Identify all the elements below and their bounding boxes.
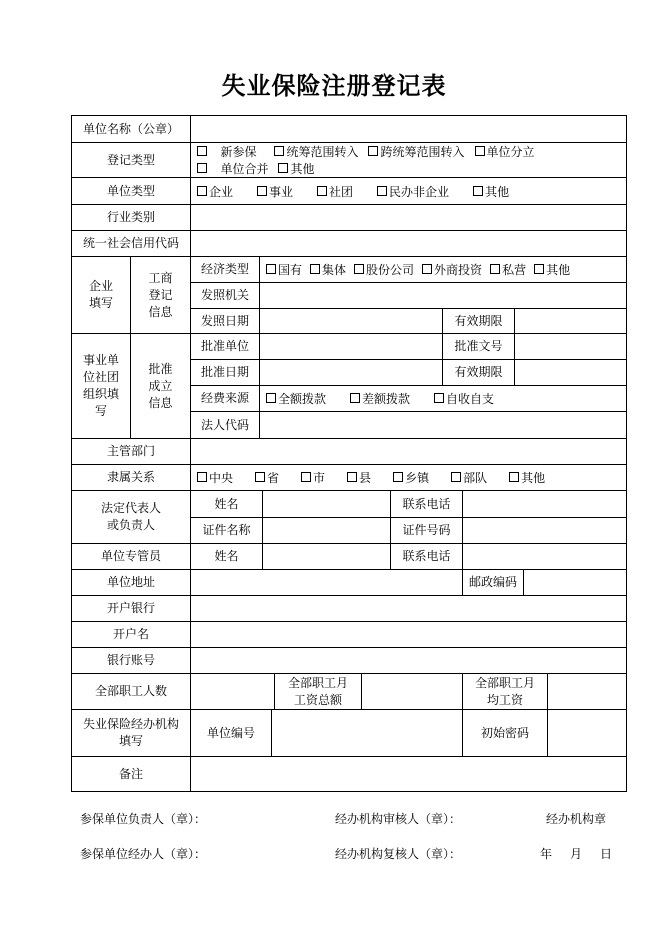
credit-code-label: 统一社会信用代码 <box>82 236 179 250</box>
econ-type-option-joint-stock[interactable]: 股份公司 <box>354 261 414 278</box>
approve-doc-label: 批准文号 <box>454 339 503 353</box>
fund-source-label: 经费来源 <box>200 391 249 405</box>
checkbox-icon[interactable] <box>509 472 519 482</box>
footer-unit-head: 参保单位负责人（章）： <box>80 812 207 826</box>
reg-type-option-transfer-in[interactable]: 统筹范围转入 <box>274 143 358 160</box>
grid-line <box>626 115 627 792</box>
reg-type-option-split[interactable]: 单位分立 <box>475 143 535 160</box>
footer-month: 月 <box>570 847 583 861</box>
valid-period-field[interactable] <box>515 309 626 333</box>
total-staff-label: 全部职工人数 <box>94 684 167 698</box>
econ-type-label: 经济类型 <box>200 262 249 276</box>
enterprise-label: 企业填写 <box>88 279 113 310</box>
checkbox-icon[interactable] <box>274 146 284 156</box>
reg-type-option-new[interactable]: 新参保 <box>197 143 256 160</box>
footer-agency-rechecker: 经办机构复核人（章）： <box>335 847 462 861</box>
approve-unit-field[interactable] <box>260 334 442 359</box>
econ-type-option-other[interactable]: 其他 <box>534 261 570 278</box>
approve-unit-label: 批准单位 <box>200 339 249 353</box>
supervisor-label: 主管部门 <box>106 444 155 458</box>
checkbox-icon[interactable] <box>434 393 444 403</box>
legal-rep-label: 法定代表人或负责人 <box>100 501 161 532</box>
postcode-label: 邮政编码 <box>468 575 517 589</box>
industry-field[interactable] <box>191 205 626 230</box>
reg-type-options-row2 <box>191 160 626 177</box>
account-no-label: 银行账号 <box>106 653 155 667</box>
checkbox-icon[interactable] <box>350 393 360 403</box>
reg-type-label: 登记类型 <box>106 152 155 167</box>
bank-label: 开户银行 <box>106 601 155 615</box>
unit-no-label: 单位编号 <box>206 725 255 740</box>
checkbox-icon[interactable] <box>197 186 207 196</box>
footer-agency-reviewer: 经办机构审核人（章）： <box>335 812 462 826</box>
unit-type-options <box>191 178 626 204</box>
approve-date-field[interactable] <box>260 360 442 385</box>
cert-no-field[interactable] <box>463 518 626 543</box>
total-wage-field[interactable] <box>362 674 462 709</box>
cert-name-field[interactable] <box>263 518 390 543</box>
page-title: 失业保险注册登记表 <box>221 71 447 100</box>
unit-staff-name-label: 姓名 <box>214 549 239 563</box>
cert-no-label: 证件号码 <box>402 523 451 537</box>
credit-code-field[interactable] <box>191 231 626 256</box>
valid-period2-field[interactable] <box>515 360 626 385</box>
checkbox-icon[interactable] <box>317 186 327 196</box>
license-date-label: 发照日期 <box>200 313 249 328</box>
unit-type-option-private-nonenterprise[interactable]: 民办非企业 <box>377 183 449 200</box>
approve-doc-field[interactable] <box>515 334 626 359</box>
reg-type-option-merge[interactable]: 单位合并 <box>197 160 268 177</box>
license-org-field[interactable] <box>260 283 626 308</box>
bank-field[interactable] <box>191 596 626 621</box>
init-pwd-label: 初始密码 <box>480 725 529 740</box>
fund-source-options <box>260 386 626 411</box>
remark-field[interactable] <box>191 757 626 791</box>
init-pwd-field[interactable] <box>548 710 626 756</box>
legal-rep-phone-field[interactable] <box>463 491 626 517</box>
affiliation-option-military[interactable]: 部队 <box>451 469 487 486</box>
legal-code-field[interactable] <box>260 412 626 438</box>
unit-type-option-enterprise[interactable]: 企业 <box>197 183 233 200</box>
checkbox-icon[interactable] <box>422 264 432 274</box>
ic-info-label: 工商登记信息 <box>148 270 173 319</box>
affiliation-option-central[interactable]: 中央 <box>197 469 233 486</box>
econ-type-option-collective[interactable]: 集体 <box>310 261 346 278</box>
grid-line <box>71 791 627 792</box>
legal-rep-name-label: 姓名 <box>214 496 239 511</box>
unit-name-label: 单位名称（公章） <box>82 121 179 136</box>
postcode-field[interactable] <box>524 570 626 595</box>
industry-label: 行业类别 <box>106 210 155 224</box>
checkbox-icon[interactable] <box>473 186 483 196</box>
agency-label: 失业保险经办机构填写 <box>82 717 179 748</box>
reg-type-options-row1 <box>191 143 626 160</box>
checkbox-icon[interactable] <box>354 264 364 274</box>
unit-name-field[interactable] <box>191 116 626 142</box>
unit-type-label: 单位类型 <box>106 183 155 198</box>
checkbox-icon[interactable] <box>490 264 500 274</box>
checkbox-icon[interactable] <box>393 472 403 482</box>
institution-label: 事业单位社团组织填写 <box>82 353 119 418</box>
account-name-label: 开户名 <box>112 627 149 641</box>
checkbox-icon[interactable] <box>255 472 265 482</box>
checkbox-icon[interactable] <box>347 472 357 482</box>
approve-date-label: 批准日期 <box>200 365 249 379</box>
checkbox-icon[interactable] <box>257 186 267 196</box>
unit-type-option-institution[interactable]: 事业 <box>257 183 293 200</box>
checkbox-icon[interactable] <box>451 472 461 482</box>
unit-staff-phone-label: 联系电话 <box>402 549 451 563</box>
license-date-field[interactable] <box>260 309 442 333</box>
account-name-field[interactable] <box>191 622 626 647</box>
affiliation-option-town[interactable]: 乡镇 <box>393 469 429 486</box>
checkbox-icon[interactable] <box>534 264 544 274</box>
affiliation-options <box>191 465 626 490</box>
reg-type-option-other[interactable]: 其他 <box>278 160 314 177</box>
legal-rep-name-field[interactable] <box>263 491 390 517</box>
reg-type-option-cross-transfer[interactable]: 跨统筹范围转入 <box>368 143 464 160</box>
checkbox-icon[interactable] <box>475 146 485 156</box>
econ-type-option-private[interactable]: 私营 <box>490 261 526 278</box>
footer-agency-seal: 经办机构章 <box>546 812 607 826</box>
unit-staff-label: 单位专管员 <box>100 549 161 563</box>
affiliation-option-county[interactable]: 县 <box>347 469 371 486</box>
affiliation-option-city[interactable]: 市 <box>301 469 325 486</box>
fund-option-full[interactable]: 全额拨款 <box>266 390 326 407</box>
unit-type-option-society[interactable]: 社团 <box>317 183 353 200</box>
approve-info-label: 批准成立信息 <box>148 361 173 410</box>
cert-name-label: 证件名称 <box>202 523 251 537</box>
checkbox-icon[interactable] <box>266 393 276 403</box>
unit-no-field[interactable] <box>272 710 462 756</box>
avg-wage-field[interactable] <box>548 674 626 709</box>
affiliation-label: 隶属关系 <box>106 470 155 484</box>
checkbox-icon[interactable] <box>368 146 378 156</box>
total-staff-field[interactable] <box>191 674 274 709</box>
fund-option-partial[interactable]: 差额拨款 <box>350 390 410 407</box>
unit-type-option-other[interactable]: 其他 <box>473 183 509 200</box>
avg-wage-label: 全部职工月均工资 <box>475 675 536 707</box>
checkbox-icon[interactable] <box>278 163 288 173</box>
checkbox-icon[interactable] <box>301 472 311 482</box>
checkbox-icon[interactable] <box>197 146 207 156</box>
econ-type-options <box>260 257 626 282</box>
unit-staff-name-field[interactable] <box>263 544 390 569</box>
affiliation-option-province[interactable]: 省 <box>255 469 279 486</box>
fund-option-self[interactable]: 自收自支 <box>434 390 494 407</box>
valid-period-label: 有效期限 <box>454 313 503 328</box>
valid-period2-label: 有效期限 <box>454 365 503 379</box>
footer-day: 日 <box>600 847 613 861</box>
supervisor-field[interactable] <box>191 439 626 464</box>
footer-unit-handler: 参保单位经办人（章）： <box>80 847 207 861</box>
license-org-label: 发照机关 <box>200 288 249 302</box>
affiliation-option-other[interactable]: 其他 <box>509 469 545 486</box>
econ-type-option-foreign[interactable]: 外商投资 <box>422 261 482 278</box>
address-label: 单位地址 <box>106 575 155 589</box>
remark-label: 备注 <box>118 766 143 781</box>
footer-year: 年 <box>540 847 553 861</box>
unit-staff-phone-field[interactable] <box>463 544 626 569</box>
checkbox-icon[interactable] <box>197 472 207 482</box>
econ-type-option-state[interactable]: 国有 <box>266 261 302 278</box>
legal-code-label: 法人代码 <box>200 417 249 432</box>
legal-rep-phone-label: 联系电话 <box>402 496 451 511</box>
checkbox-icon[interactable] <box>197 163 207 173</box>
checkbox-icon[interactable] <box>377 186 387 196</box>
account-no-field[interactable] <box>191 648 626 673</box>
address-field[interactable] <box>191 570 462 595</box>
total-wage-label: 全部职工月工资总额 <box>287 675 348 707</box>
checkbox-icon[interactable] <box>266 264 276 274</box>
checkbox-icon[interactable] <box>310 264 320 274</box>
